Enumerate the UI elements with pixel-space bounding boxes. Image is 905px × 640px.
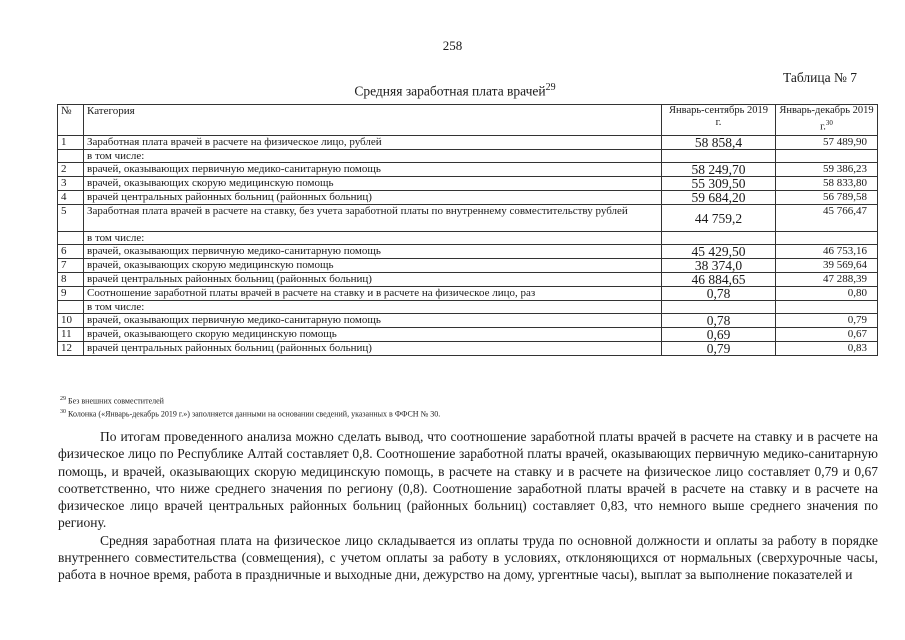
header-category: Категория: [84, 105, 662, 136]
footnote-mark: 29: [60, 396, 66, 402]
cell-category: врачей, оказывающих первичную медико-санитарную помощь: [84, 245, 662, 259]
header-jan-dec: [776, 105, 878, 136]
table-title: [300, 82, 610, 100]
table-label: Таблица № 7: [783, 70, 857, 85]
cell-jan-dec: [776, 150, 878, 163]
salary-table: [57, 104, 878, 356]
header-num: №: [58, 105, 84, 136]
cell-jan-sep: [662, 232, 776, 245]
cell-category: врачей центральных районных больниц (районных больниц): [84, 342, 662, 356]
table-row: [58, 205, 878, 232]
footnote-29: [60, 394, 440, 407]
table-body: [58, 136, 878, 356]
cell-jan-dec: [776, 301, 878, 314]
cell-jan-sep: 46 884,65: [662, 273, 776, 287]
table-row: [58, 273, 878, 287]
table-row: [58, 342, 878, 356]
cell-jan-sep: 58 858,4: [662, 136, 776, 150]
header-jan-dec-note: 30: [825, 119, 833, 127]
cell-num: [58, 150, 84, 163]
body-text: [58, 428, 878, 584]
table-row: [58, 191, 878, 205]
cell-num: 12: [58, 342, 84, 356]
cell-jan-sep: 0,78: [662, 314, 776, 328]
cell-category: врачей, оказывающего скорую медицинскую помощь: [84, 328, 662, 342]
cell-jan-dec: 0,80: [776, 287, 878, 301]
cell-jan-dec: 0,83: [776, 342, 878, 356]
cell-jan-dec: 39 569,64: [776, 259, 878, 273]
table-row: [58, 314, 878, 328]
cell-jan-sep: [662, 301, 776, 314]
cell-jan-sep: 45 429,50: [662, 245, 776, 259]
table-row: [58, 287, 878, 301]
cell-jan-dec: 59 386,23: [776, 163, 878, 177]
cell-category: Заработная плата врачей в расчете на ставку, без учета заработной платы по внутреннему совместительству рублей: [84, 205, 662, 232]
cell-jan-sep: 38 374,0: [662, 259, 776, 273]
cell-jan-sep: 0,78: [662, 287, 776, 301]
cell-category: врачей, оказывающих первичную медико-санитарную помощь: [84, 314, 662, 328]
cell-jan-dec: 57 489,90: [776, 136, 878, 150]
cell-category: Соотношение заработной платы врачей в расчете на ставку и в расчете на физическое лицо, раз: [84, 287, 662, 301]
table-row: [58, 232, 878, 245]
header-jan-sep: Январь-сентябрь 2019 г.: [662, 105, 776, 136]
footnote-text: Без внешних совместителей: [66, 396, 164, 406]
cell-jan-dec: 58 833,80: [776, 177, 878, 191]
cell-jan-dec: [776, 232, 878, 245]
footnote-30: [60, 407, 440, 420]
cell-num: 6: [58, 245, 84, 259]
cell-num: 11: [58, 328, 84, 342]
cell-category: в том числе:: [84, 301, 662, 314]
cell-category: в том числе:: [84, 150, 662, 163]
cell-jan-sep: 59 684,20: [662, 191, 776, 205]
cell-num: [58, 232, 84, 245]
table-header-row: [58, 105, 878, 136]
cell-jan-sep: [662, 150, 776, 163]
cell-category: врачей, оказывающих скорую медицинскую помощь: [84, 177, 662, 191]
cell-jan-sep: 55 309,50: [662, 177, 776, 191]
cell-category: в том числе:: [84, 232, 662, 245]
cell-jan-dec: 46 753,16: [776, 245, 878, 259]
cell-category: врачей, оказывающих скорую медицинскую помощь: [84, 259, 662, 273]
footnote-text: Колонка («Январь-декабрь 2019 г.») заполняется данными на основании сведений, указанных в ФФСН № 30.: [66, 409, 441, 419]
table-title-footnote-mark: 29: [545, 82, 556, 93]
cell-num: 4: [58, 191, 84, 205]
cell-jan-sep: 0,79: [662, 342, 776, 356]
cell-num: 8: [58, 273, 84, 287]
table-row: [58, 136, 878, 150]
footnote-mark: 30: [60, 408, 66, 415]
cell-num: [58, 301, 84, 314]
cell-jan-dec: 0,67: [776, 328, 878, 342]
cell-jan-dec: 56 789,58: [776, 191, 878, 205]
cell-category: врачей центральных районных больниц (районных больниц): [84, 191, 662, 205]
footnotes: [60, 394, 440, 419]
header-jan-dec-text: Январь-декабрь 2019 г.: [779, 105, 874, 133]
cell-jan-sep: 0,69: [662, 328, 776, 342]
table-row: [58, 259, 878, 273]
table-row: [58, 163, 878, 177]
table-row: [58, 301, 878, 314]
cell-jan-dec: 47 288,39: [776, 273, 878, 287]
cell-num: 5: [58, 205, 84, 232]
cell-num: 2: [58, 163, 84, 177]
cell-category: Заработная плата врачей в расчете на физическое лицо, рублей: [84, 136, 662, 150]
cell-jan-dec: 0,79: [776, 314, 878, 328]
cell-num: 7: [58, 259, 84, 273]
table-title-text: Средняя заработная плата врачей: [354, 83, 546, 99]
cell-num: 1: [58, 136, 84, 150]
cell-jan-sep: 58 249,70: [662, 163, 776, 177]
cell-jan-dec: 45 766,47: [776, 205, 878, 232]
table-row: [58, 245, 878, 259]
cell-category: врачей центральных районных больниц (районных больниц): [84, 273, 662, 287]
cell-num: 9: [58, 287, 84, 301]
cell-jan-sep: 44 759,2: [662, 205, 776, 232]
table-row: [58, 177, 878, 191]
cell-num: 3: [58, 177, 84, 191]
cell-category: врачей, оказывающих первичную медико-санитарную помощь: [84, 163, 662, 177]
paragraph: По итогам проведенного анализа можно сделать вывод, что соотношение заработной платы врачей в расчете на ставку и в расчете на физическое лицо по Республике Алтай составляет 0,8. Соотношение заработной платы врачей, оказывающих первичную медико-санитарную помощь, и врачей, оказывающих скорую медицинскую помощь, в расчете на ставку и в расчете на физическое лицо составляет 0,79 и 0,67 соответственно, что ниже среднего значения по региону (0,8). Соотношение заработной платы врачей в расчете на ставку и в расчете на физическое лицо врачей центральных районных больниц (районных больниц) составляет 0,83, что немного выше среднего значения по региону.: [58, 429, 878, 531]
table-row: [58, 150, 878, 163]
table-row: [58, 328, 878, 342]
page-number: 258: [442, 38, 463, 53]
paragraph: Средняя заработная плата на физическое лицо складывается из оплаты труда по основной должности и оплаты за работу в порядке внутреннего совместительства (совмещения), с учетом оплаты за работу в условиях, отклоняющихся от нормальных (сверхурочные часы, работа в ночное время, работа в праздничные и выходные дни, дежурство на дому, ургентные часы), выплат за выполнение показателей и: [58, 532, 878, 583]
cell-num: 10: [58, 314, 84, 328]
